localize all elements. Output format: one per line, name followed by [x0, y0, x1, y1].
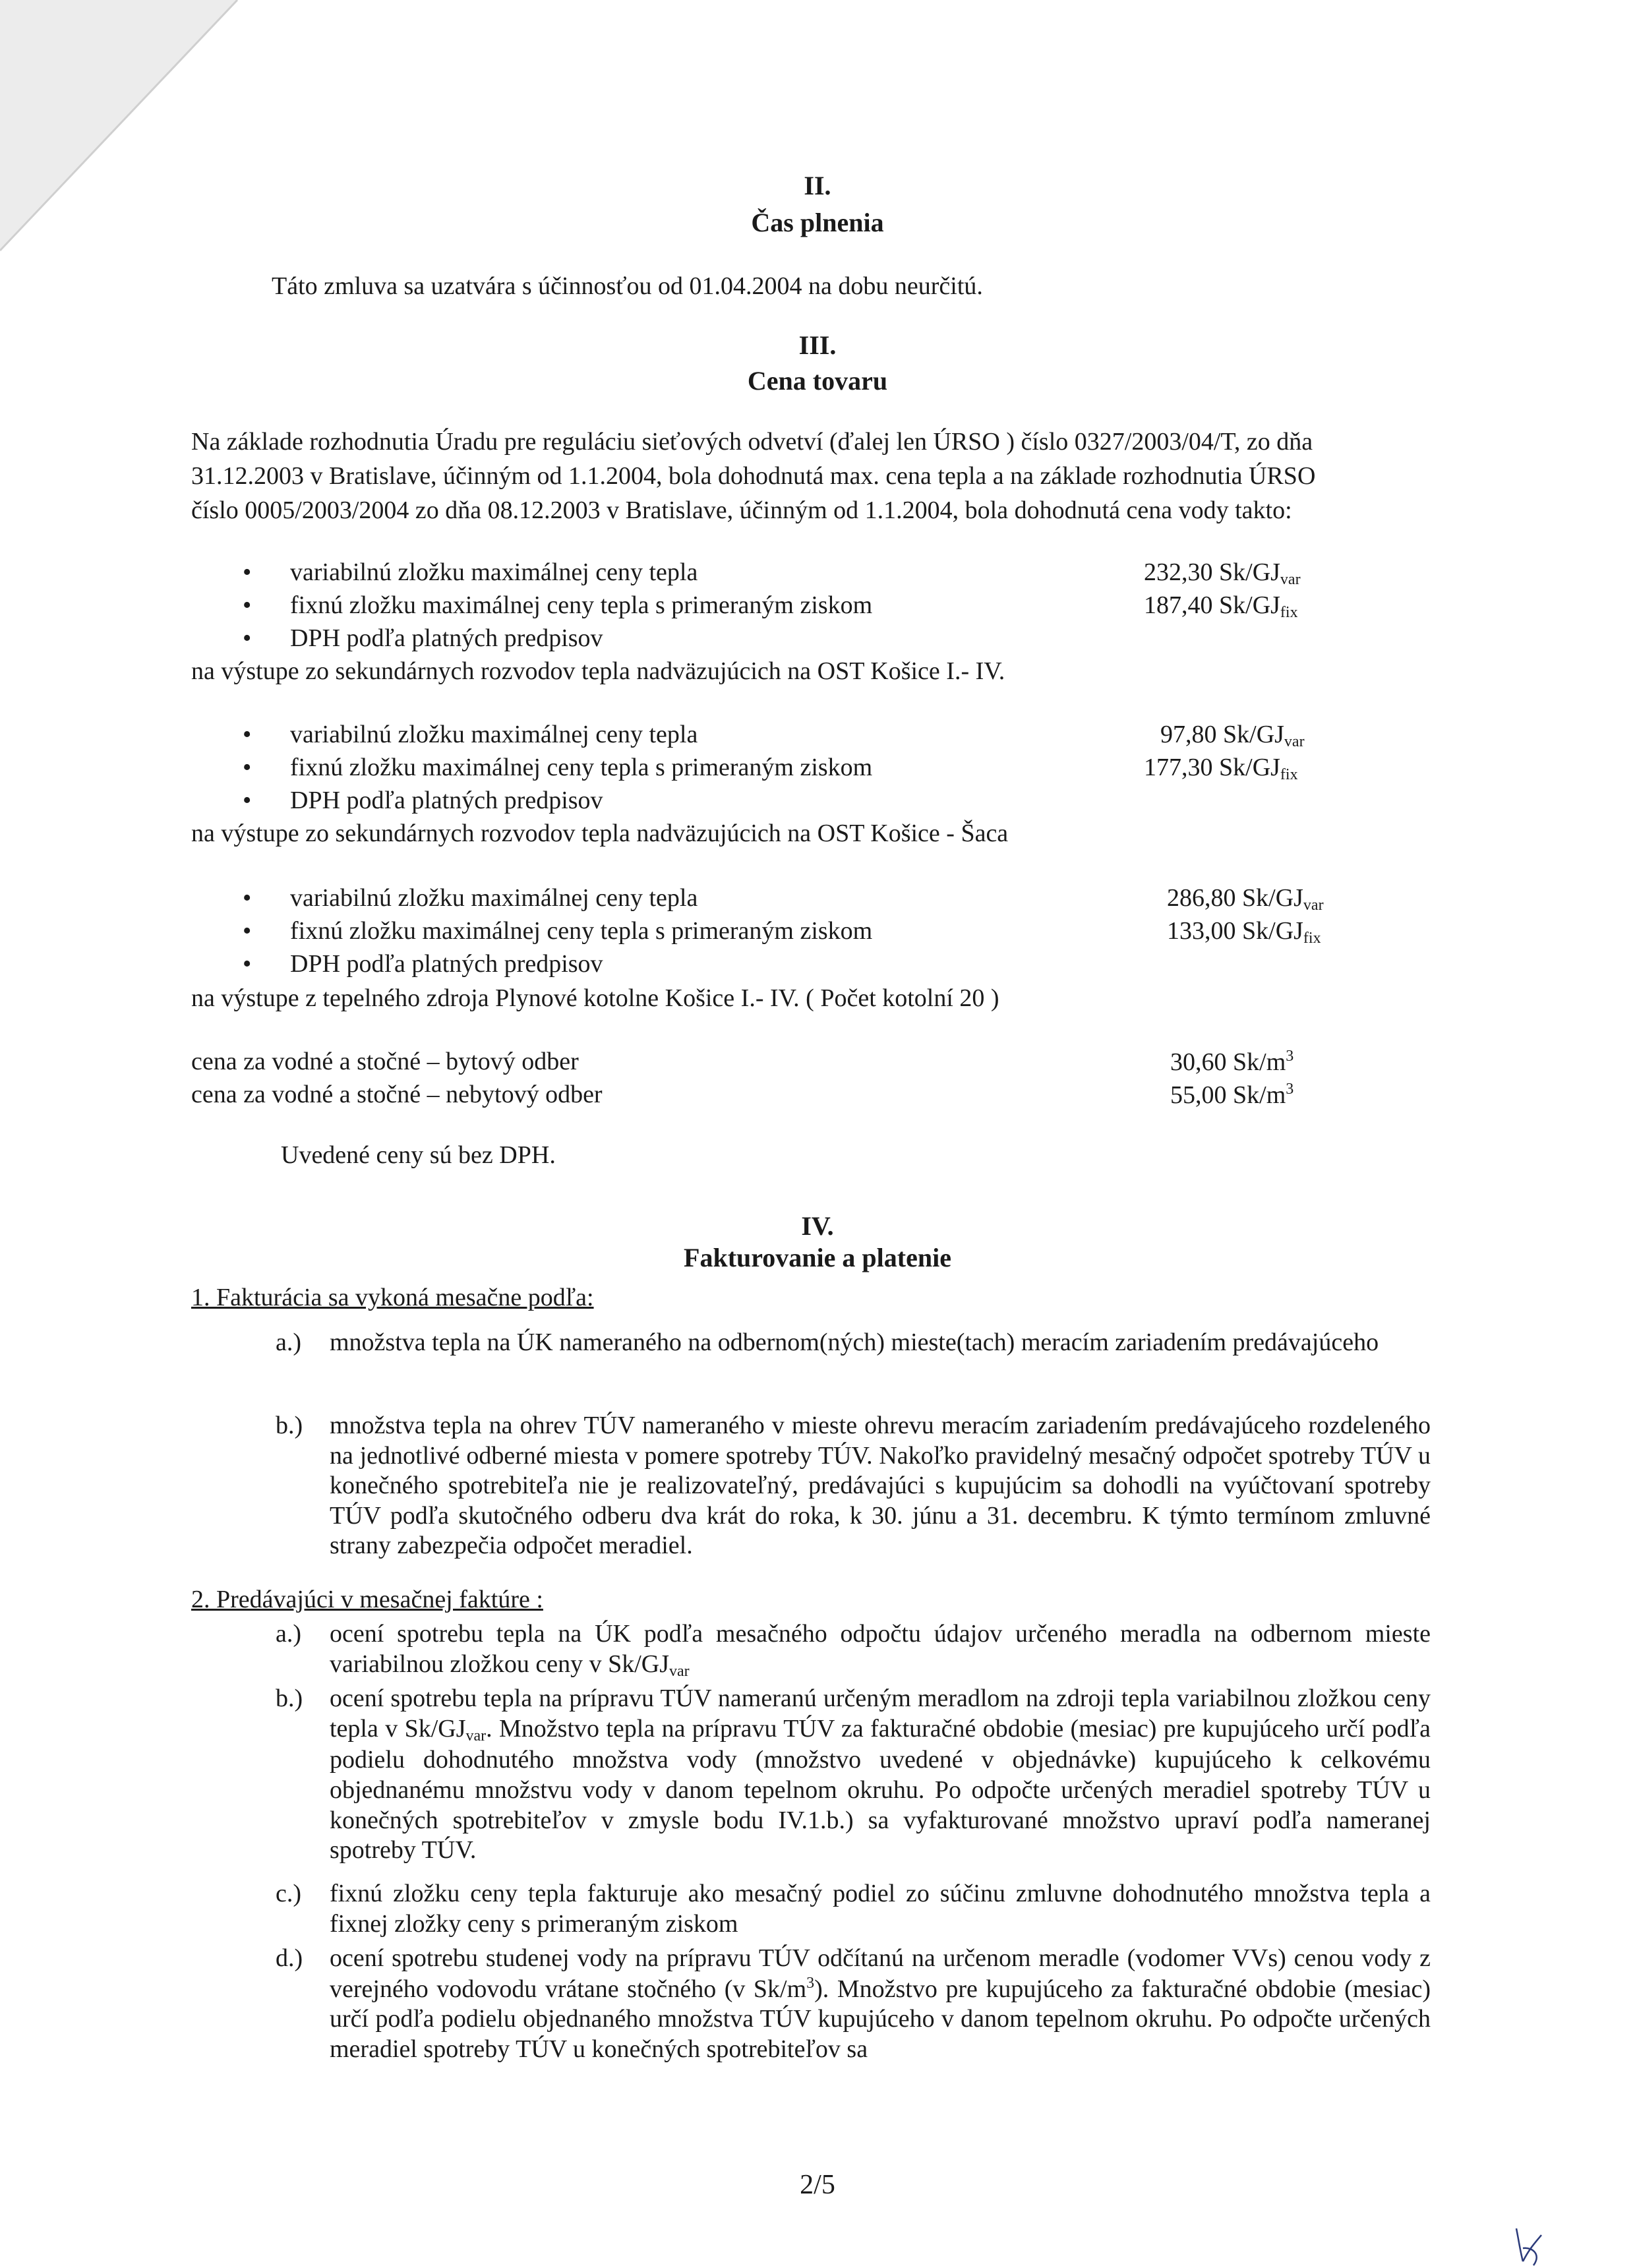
- bullet-icon: •: [243, 787, 252, 814]
- item-text: množstva tepla na ÚK nameraného na odbernom(ných) mieste(tach) meracím zariadením predávajúceho: [330, 1328, 1379, 1356]
- initials-signature: [1510, 2222, 1549, 2268]
- water-price-value: 30,60 $Sk/m^3$: [1170, 1048, 1294, 1076]
- item-text: ocení spotrebu tepla na ÚK podľa mesačného odpočtu údajov určeného meradla na odbernom mieste variabilnou zložkou ceny v $Sk/GJ_{var}$: [330, 1620, 1431, 1680]
- bullet-icon: •: [243, 591, 252, 619]
- water-price-label: cena za vodné a stočné – bytový odber: [191, 1048, 579, 1075]
- page-number: 2/5: [800, 2170, 835, 2200]
- item-letter: b.): [276, 1412, 303, 1439]
- item-letter: a.): [276, 1620, 302, 1648]
- price-item-label: DPH podľa platných predpisov: [290, 950, 603, 978]
- intro-line: 31.12.2003 v Bratislave, účinným od 1.1.2004, bola dohodnutá max. cena tepla a na základe rozhodnutia ÚRSO: [191, 462, 1316, 490]
- section-2-number: II.: [804, 171, 831, 200]
- price-item-label: DPH podľa platných predpisov: [290, 624, 603, 652]
- item-text: množstva tepla na ohrev TÚV nameraného v mieste ohrevu meracím zariadením predávajúceho rozdeleného na jednotlivé odberné miesta v pomere spotreby TÚV. Nakoľko pravidelný mesačný odpočet spotreby TÚV u konečného spotrebiteľa nie je realizovateľný, predávajúci s kupujúcim sa dohodli na vyúčtovaní spotreby TÚV podľa skutočného odberu dva krát do roka, k 30. júnu a 31. decembru. K týmto termínom zmluvné strany zabezpečia odpočet meradiel.: [330, 1412, 1431, 1560]
- price-item-label: variabilnú zložku maximálnej ceny tepla: [290, 721, 698, 748]
- price-item-label: fixnú zložku maximálnej ceny tepla s primeraným ziskom: [290, 917, 873, 945]
- section-3-title: Cena tovaru: [747, 366, 888, 396]
- water-price-value: 55,00 $Sk/m^3$: [1170, 1081, 1294, 1109]
- group-note: na výstupe zo sekundárnych rozvodov tepla nadväzujúcich na OST Košice - Šaca: [191, 820, 1009, 847]
- price-item-label: fixnú zložku maximálnej ceny tepla s primeraným ziskom: [290, 754, 873, 781]
- item-text: fixnú zložku ceny tepla fakturuje ako mesačný podiel zo súčinu zmluvne dohodnutého množstva tepla a fixnej zložky ceny s primeraným ziskom: [330, 1880, 1431, 1938]
- price-value: 133,00 $Sk/GJ_{fix}$: [1167, 917, 1321, 947]
- price-item-label: variabilnú zložku maximálnej ceny tepla: [290, 558, 698, 586]
- item-letter: a.): [276, 1328, 302, 1356]
- item-letter: b.): [276, 1685, 303, 1712]
- group-note: na výstupe zo sekundárnych rozvodov tepla nadväzujúcich na OST Košice I.- IV.: [191, 657, 1005, 685]
- price-item-label: fixnú zložku maximálnej ceny tepla s primeraným ziskom: [290, 591, 873, 619]
- section-2-title: Čas plnenia: [751, 208, 884, 237]
- intro-line: číslo 0005/2003/2004 zo dňa 08.12.2003 v Bratislave, účinným od 1.1.2004, bola dohodnutá cena vody takto:: [191, 496, 1292, 524]
- group-note: na výstupe z tepelného zdroja Plynové kotolne Košice I.- IV. ( Počet kotolní 20 ): [191, 984, 999, 1012]
- price-value: 97,80 $Sk/GJ_{var}$: [1160, 721, 1305, 750]
- section-4-title: Fakturovanie a platenie: [684, 1243, 951, 1272]
- bullet-icon: •: [243, 917, 252, 945]
- price-value: 177,30 $Sk/GJ_{fix}$: [1144, 754, 1298, 783]
- bullet-icon: •: [243, 754, 252, 781]
- price-value: 286,80 $Sk/GJ_{var}$: [1167, 884, 1324, 914]
- section-4-number: IV.: [801, 1211, 834, 1241]
- part-2-heading: 2. Predávajúci v mesačnej faktúre :: [191, 1586, 543, 1613]
- section-3-number: III.: [798, 330, 837, 360]
- water-price-label: cena za vodné a stočné – nebytový odber: [191, 1081, 603, 1108]
- item-text: ocení spotrebu tepla na prípravu TÚV nameranú určeným meradlom na zdroji tepla variabilnou zložkou ceny tepla v $Sk/GJ_{var}$. Množstvo tepla na prípravu TÚV za fakturačné obdobie (mesiac) pre kupujúceho určí podľa podielu dohodnutého množstva vody (množstvo uvedené v objednávke) kupujúceho k celkovému objednanému množstvu vody v danom tepelnom okruhu. Po odpočte určených meradiel spotreby TÚV u konečných spotrebiteľov v zmysle bodu IV.1.b.) sa vyfakturované množstvo upraví podľa nameranej spotreby TÚV.: [330, 1685, 1431, 1865]
- item-letter: c.): [276, 1880, 302, 1907]
- bullet-icon: •: [243, 950, 252, 978]
- item-letter: d.): [276, 1944, 303, 1972]
- part-1-heading: 1. Fakturácia sa vykoná mesačne podľa:: [191, 1284, 594, 1311]
- bullet-icon: •: [243, 558, 252, 586]
- vat-note: Uvedené ceny sú bez DPH.: [281, 1141, 556, 1169]
- price-value: 232,30 $Sk/GJ_{var}$: [1144, 558, 1301, 588]
- bullet-icon: •: [243, 884, 252, 912]
- bullet-icon: •: [243, 721, 252, 748]
- price-item-label: variabilnú zložku maximálnej ceny tepla: [290, 884, 698, 912]
- section-2-text: Táto zmluva sa uzatvára s účinnosťou od 01.04.2004 na dobu neurčitú.: [272, 272, 983, 300]
- bullet-icon: •: [243, 624, 252, 652]
- item-text: ocení spotrebu studenej vody na prípravu TÚV odčítanú na určenom meradle (vodomer VVs) cenou vody z verejného vodovodu vrátane stočného (v $Sk/m^3$). Množstvo pre kupujúceho za fakturačné obdobie (mesiac) určí podľa podielu objednaného množstva TÚV kupujúceho v danom tepelnom okruhu. Po odpočte určených meradiel spotreby TÚV u konečných spotrebiteľov sa: [330, 1944, 1431, 2063]
- price-value: 187,40 $Sk/GJ_{fix}$: [1144, 591, 1298, 621]
- price-item-label: DPH podľa platných predpisov: [290, 787, 603, 814]
- intro-line: Na základe rozhodnutia Úradu pre reguláciu sieťových odvetví (ďalej len ÚRSO ) číslo 0327/2003/04/T, zo dňa: [191, 428, 1313, 456]
